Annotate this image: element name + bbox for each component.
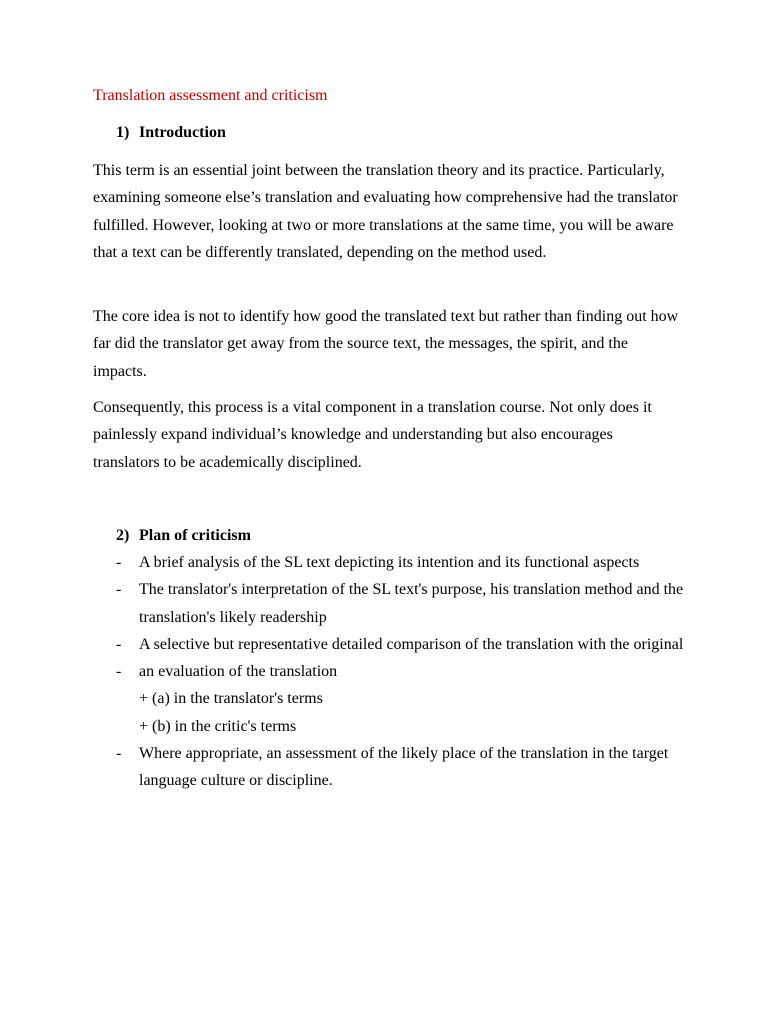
sub-item: + (a) in the translator's terms xyxy=(139,690,323,708)
paragraph: Consequently, this process is a vital component in a translation course. Not only does it painlessly expand individual’s knowledge and understanding but also encourages translators to be academically disciplined. xyxy=(93,399,652,471)
list-item xyxy=(116,549,696,576)
paragraph: This term is an essential joint between the translation theory and its practice. Particularly, examining someone else’s translation and evaluating how comprehensive had the translator fulfilled. However, looking at two or more translations at the same time, you will be aware that a text can be differently translated, depending on the method used. xyxy=(93,162,678,261)
plan-list xyxy=(116,549,696,795)
list-item-text: an evaluation of the translation xyxy=(139,663,338,681)
paragraph: The core idea is not to identify how good the translated text but rather than finding out how far did the translator get away from the source text, the messages, the spirit, and the impacts. xyxy=(93,308,679,380)
sub-item: + (b) in the critic's terms xyxy=(139,717,297,735)
list-item-text: A selective but representative detailed comparison of the translation with the original xyxy=(139,635,684,653)
list-item xyxy=(116,658,696,740)
section-number: 1) xyxy=(116,124,130,141)
bullet-dash: - xyxy=(116,581,122,599)
section-heading-introduction xyxy=(116,123,226,143)
bullet-dash: - xyxy=(116,745,122,763)
list-item xyxy=(116,740,696,795)
bullet-dash: - xyxy=(116,663,122,681)
bullet-dash: - xyxy=(116,635,122,653)
list-item-text: A brief analysis of the SL text depicting its intention and its functional aspects xyxy=(139,554,640,571)
bullet-dash: - xyxy=(116,554,122,571)
list-item-text: The translator's interpretation of the SL text's purpose, his translation method and the translation's likely readership xyxy=(139,581,684,626)
section-heading-plan-of-criticism xyxy=(116,526,251,546)
list-item xyxy=(116,631,696,658)
list-item-text: Where appropriate, an assessment of the likely place of the translation in the target language culture or discipline. xyxy=(139,745,669,790)
section-heading-text: Introduction xyxy=(139,124,226,141)
section-heading-text: Plan of criticism xyxy=(139,527,251,544)
list-item xyxy=(116,576,696,631)
document-title: Translation assessment and criticism xyxy=(93,87,328,104)
section-number: 2) xyxy=(116,527,130,544)
